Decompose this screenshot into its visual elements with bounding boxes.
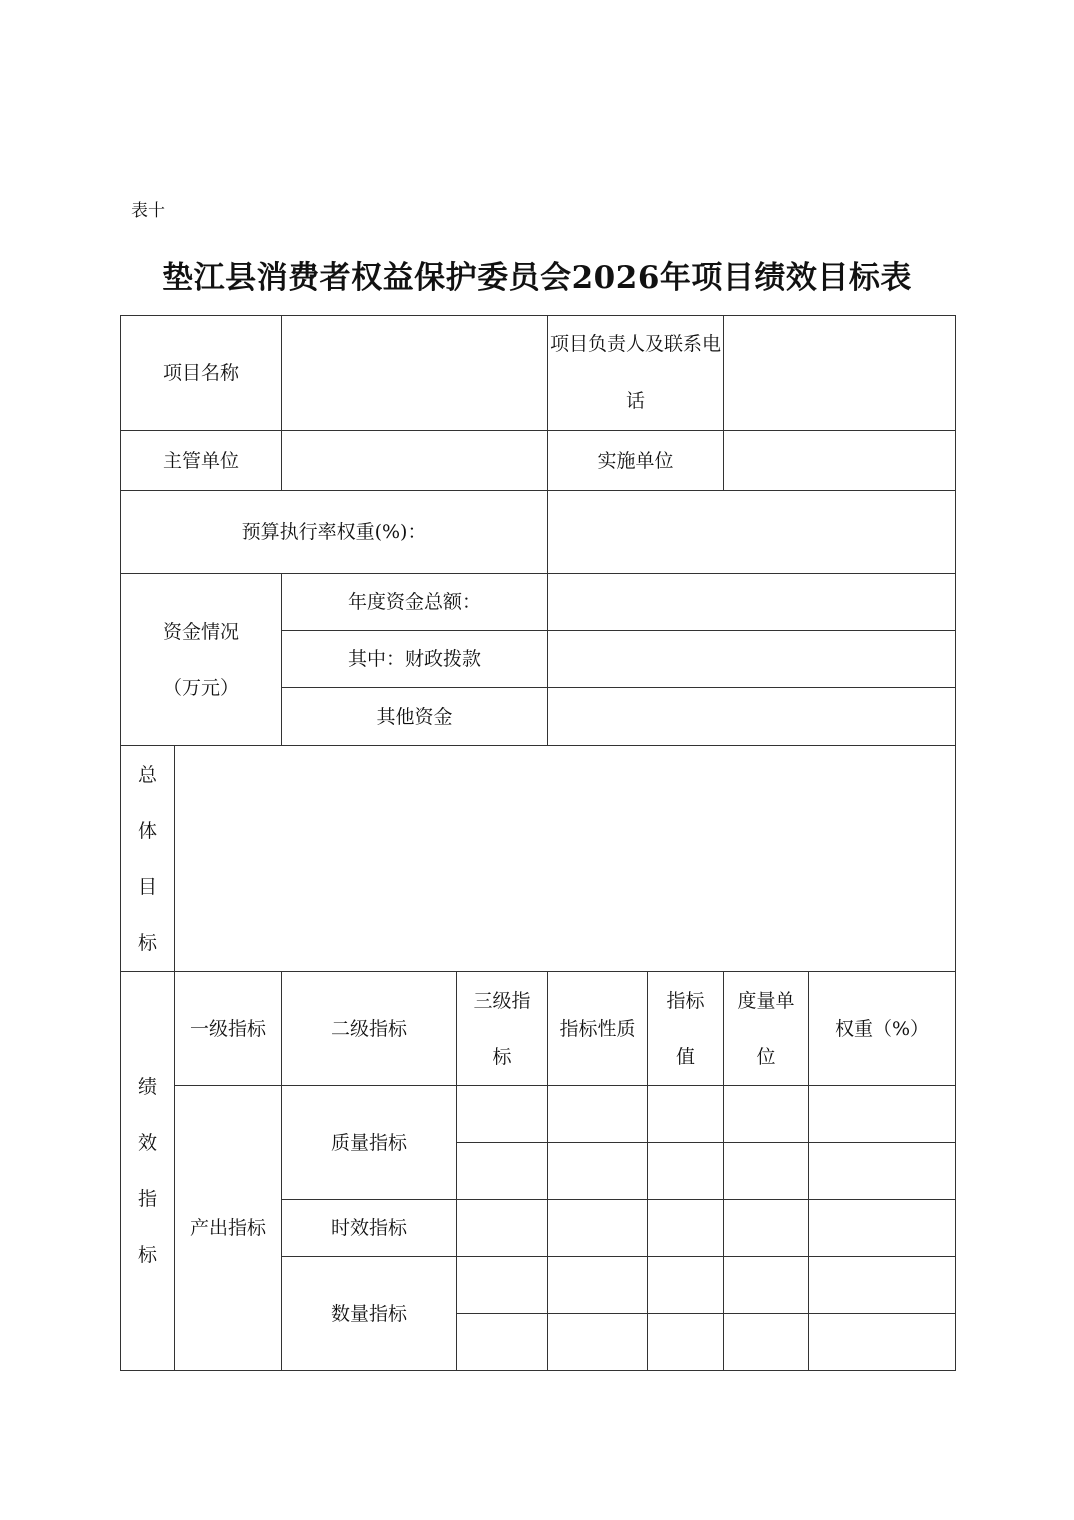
indicator-cell[interactable] xyxy=(457,1257,548,1314)
indicator-cell[interactable] xyxy=(724,1314,809,1371)
supervising-dept-label: 主管单位 xyxy=(121,431,282,491)
overall-goal-char: 体 xyxy=(137,819,157,842)
overall-goal-row xyxy=(121,746,956,972)
department-row xyxy=(121,431,956,491)
page-title: 垫江县消费者权益保护委员会2026年项目绩效目标表 xyxy=(162,260,912,296)
performance-indicator-char: 绩 xyxy=(137,1076,157,1098)
header-unit-line1: 度量单 xyxy=(737,989,795,1012)
implementing-unit-label: 实施单位 xyxy=(548,431,724,491)
performance-indicator-label xyxy=(121,972,175,1371)
funds-fiscal-label: 其中：财政拨款 xyxy=(282,631,548,688)
overall-goal-cell[interactable] xyxy=(175,746,956,972)
funds-total-label: 年度资金总额： xyxy=(282,574,548,631)
funds-fiscal-cell[interactable] xyxy=(548,631,956,688)
project-leader-label xyxy=(548,316,724,431)
indicator-cell[interactable] xyxy=(809,1200,956,1257)
indicator-cell[interactable] xyxy=(809,1314,956,1371)
timeliness-indicator-label: 时效指标 xyxy=(282,1200,457,1257)
indicator-header-row xyxy=(121,972,956,1086)
funds-other-cell[interactable] xyxy=(548,688,956,746)
budget-rate-label: 预算执行率权重(%)： xyxy=(121,491,548,574)
indicator-cell[interactable] xyxy=(648,1257,724,1314)
header-weight: 权重（%） xyxy=(809,972,956,1086)
indicator-cell[interactable] xyxy=(809,1143,956,1200)
output-indicator-label: 产出指标 xyxy=(175,1086,282,1371)
funds-label-line1: 资金情况 xyxy=(163,620,240,643)
indicator-cell[interactable] xyxy=(809,1086,956,1143)
funds-label-line2: （万元） xyxy=(163,676,240,699)
project-name-cell[interactable] xyxy=(282,316,548,431)
overall-goal-char: 目 xyxy=(137,875,157,898)
indicator-cell[interactable] xyxy=(648,1314,724,1371)
performance-target-table xyxy=(120,315,956,1371)
performance-indicator-char: 指 xyxy=(137,1188,157,1210)
indicator-row xyxy=(121,1086,956,1143)
header-level3 xyxy=(457,972,548,1086)
indicator-cell[interactable] xyxy=(648,1200,724,1257)
indicator-cell[interactable] xyxy=(724,1257,809,1314)
overall-goal-char: 标 xyxy=(137,931,157,954)
funds-label xyxy=(121,574,282,746)
indicator-cell[interactable] xyxy=(457,1200,548,1257)
quantity-indicator-label: 数量指标 xyxy=(282,1257,457,1371)
funds-total-row xyxy=(121,574,956,631)
project-leader-label-line1: 项目负责人及联系电 xyxy=(550,333,722,355)
header-level3-line1: 三级指 xyxy=(473,989,531,1012)
overall-goal-char: 总 xyxy=(137,763,157,786)
indicator-cell[interactable] xyxy=(457,1143,548,1200)
budget-rate-cell[interactable] xyxy=(548,491,956,574)
header-unit-line2: 位 xyxy=(756,1045,776,1068)
overall-goal-label xyxy=(121,746,175,972)
indicator-cell[interactable] xyxy=(457,1086,548,1143)
indicator-cell[interactable] xyxy=(548,1257,648,1314)
funds-other-label: 其他资金 xyxy=(282,688,548,746)
budget-rate-row xyxy=(121,491,956,574)
header-value-line1: 指标 xyxy=(666,989,705,1012)
indicator-cell[interactable] xyxy=(648,1143,724,1200)
performance-indicator-char: 效 xyxy=(137,1132,157,1154)
indicator-cell[interactable] xyxy=(724,1143,809,1200)
indicator-cell[interactable] xyxy=(648,1086,724,1143)
project-leader-cell[interactable] xyxy=(724,316,956,431)
indicator-cell[interactable] xyxy=(548,1200,648,1257)
header-value-line2: 值 xyxy=(676,1045,696,1068)
table-number-label: 表十 xyxy=(131,201,165,221)
indicator-cell[interactable] xyxy=(809,1257,956,1314)
header-unit xyxy=(724,972,809,1086)
header-value xyxy=(648,972,724,1086)
indicator-cell[interactable] xyxy=(724,1086,809,1143)
header-level1: 一级指标 xyxy=(175,972,282,1086)
header-nature: 指标性质 xyxy=(548,972,648,1086)
indicator-cell[interactable] xyxy=(548,1314,648,1371)
project-name-label: 项目名称 xyxy=(121,316,282,431)
project-leader-label-line2: 话 xyxy=(626,390,646,412)
indicator-cell[interactable] xyxy=(548,1143,648,1200)
quality-indicator-label: 质量指标 xyxy=(282,1086,457,1200)
indicator-cell[interactable] xyxy=(724,1200,809,1257)
indicator-cell[interactable] xyxy=(457,1314,548,1371)
performance-indicator-char: 标 xyxy=(137,1244,157,1266)
project-name-row xyxy=(121,316,956,431)
header-level3-line2: 标 xyxy=(492,1045,512,1068)
funds-total-cell[interactable] xyxy=(548,574,956,631)
supervising-dept-cell[interactable] xyxy=(282,431,548,491)
implementing-unit-cell[interactable] xyxy=(724,431,956,491)
header-level2: 二级指标 xyxy=(282,972,457,1086)
indicator-cell[interactable] xyxy=(548,1086,648,1143)
